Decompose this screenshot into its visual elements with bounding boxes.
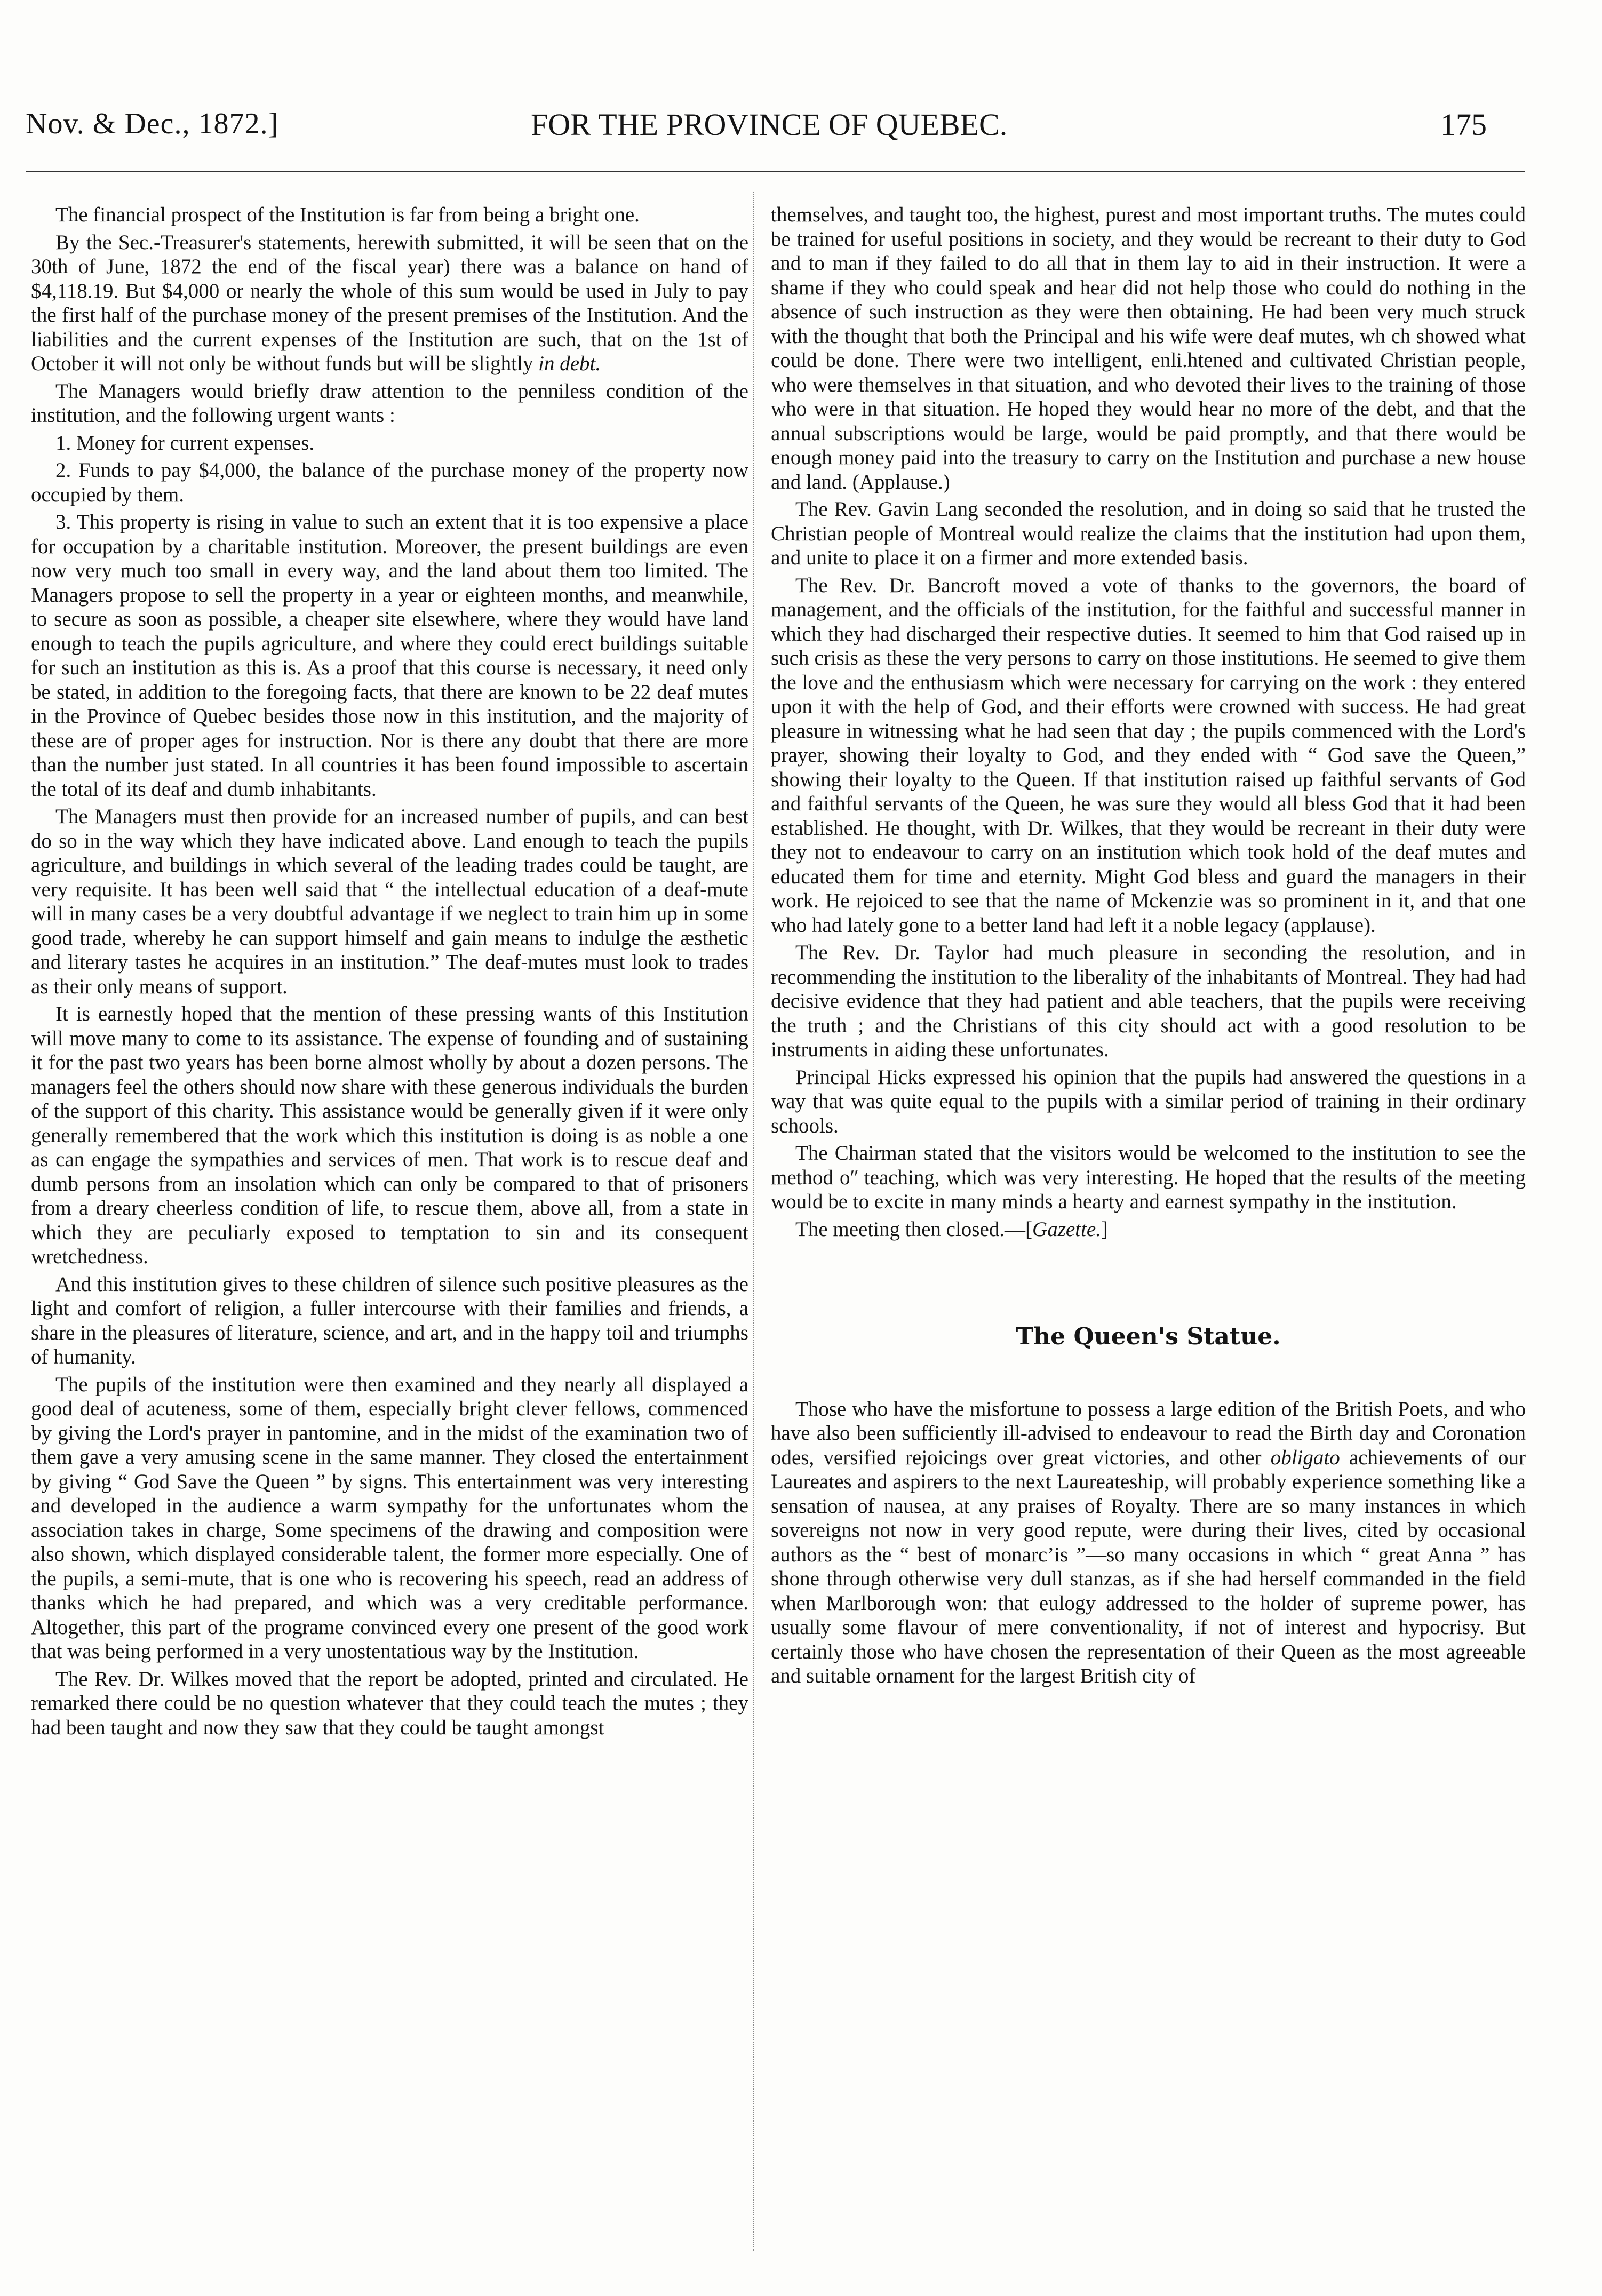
paragraph: The Rev. Dr. Bancroft moved a vote of thanks to the governors, the board of management, and the officials of the institution, for the faithful and successful manner in which they had discharged their respective duties. It seemed to him that God raised up in such crisis as these the very persons to carry on those institutions. He seemed to give them the love and the enthusiasm which were necessary for carrying on the work : they entered upon it with the help of God, and their efforts were crowned with success. He had great pleasure in witnessing what he had seen that day ; the pupils commenced with the Lord's prayer, showing their loyalty to God, and they ended with “ God save the Queen,” showing their loyalty to the Queen. If that institution raised up faithful servants of God and faithful servants of the Queen, he was sure they would all bless God that it had been established. He thought, with Dr. Wilkes, that they would be recreant in their duty were they not to endeavour to carry on an institution which took hold of the deaf mutes and educated them for time and eternity. Might God bless and guard the managers in their work. He rejoiced to see that the name of Mckenzie was so prominent in it, and that one who had lately gone to a better land had left it a noble legacy (applause). bbox=[771, 573, 1526, 937]
list-item: 1. Money for current expenses. bbox=[55, 431, 315, 455]
section-title: The Queen's Statue. bbox=[1016, 1323, 1281, 1350]
paragraph: It is earnestly hoped that the mention of these pressing wants of this Institution will move many to come to its assistance. The expense of founding and of sustaining it for the past two years has been borne almost wholly by about a dozen persons. The managers feel the others should now share with these generous individuals the burden of the support of this charity. This assistance would be generally given if it were only generally remembered that the work which this institution is doing is as noble a one as can engage the sympathies and services of men. That work is to rescue deaf and dumb persons from an insolation which can only be compared to that of prisoners from a dreary cheerless condition of life, to rescue them, above all, from a state in which they are peculiarly exposed to temptation to sin and its consequent wretchedness. bbox=[31, 1002, 748, 1268]
header-title: FOR THE PROVINCE OF QUEBEC. bbox=[531, 107, 1008, 142]
header-rule bbox=[26, 170, 1525, 172]
paragraph: The Managers would briefly draw attention to the penniless condition of the institution, and the following urgent wants : bbox=[31, 379, 748, 427]
column-divider bbox=[753, 192, 754, 2251]
paragraph: And this institution gives to these children of silence such positive pleasures as the light and comfort of religion, a fuller intercourse with their families and friends, a share in the pleasures of literature, science, and art, and in the happy toil and triumphs of humanity. bbox=[31, 1272, 748, 1368]
paragraph: The financial prospect of the Institution is far from being a bright one. bbox=[55, 203, 640, 226]
header-date: Nov. & Dec., 1872.] bbox=[26, 107, 279, 140]
left-column bbox=[31, 203, 748, 1743]
page-number: 175 bbox=[1440, 107, 1487, 142]
list-item: 2. Funds to pay $4,000, the balance of the purchase money of the property now occupied by them. bbox=[31, 459, 748, 506]
paragraph: Those who have the misfortune to possess a large edition of the British Poets, and who have also been sufficiently ill-advised to endeavour to read the Birth day and Coronation odes, versified rejoicings over great victories, and other obligato achievements of our Laureates and aspirers to the next Laureateship, will probably experience something like a sensation of nausea, at any praises of Royalty. There are so many instances in which sovereigns not now in very good repute, were during their lives, cited by occasional authors as the “ best of monarc’is ”—so many occasions in which “ great Anna ” has shone through otherwise very dull stanzas, as if she had herself commanded in the field when Marlborough won: that eulogy addressed to the holder of supreme power, has usually some flavour of mere conventionality, if not of interest and hypocrisy. But certainly those who have chosen the representation of their Queen as the most agreeable and suitable ornament for the largest British city of bbox=[771, 1397, 1526, 1687]
paragraph: Principal Hicks expressed his opinion that the pupils had answered the questions in a way that was quite equal to the pupils with a similar period of training in their ordinary schools. bbox=[771, 1065, 1526, 1137]
section-spacer bbox=[771, 1245, 1526, 1325]
paragraph: The Rev. Dr. Taylor had much pleasure in seconding the resolution, and in recommending the institution to the liberality of the inhabitants of Montreal. They had had decisive evidence that they had patient and able teachers, that the pupils were receiving the truth ; and the Christians of this city should act with a good resolution to be instruments in aiding these unfortunates. bbox=[771, 941, 1526, 1061]
paragraph: The Rev. Dr. Wilkes moved that the report be adopted, printed and circulated. He remarked there could be no question whatever that they could teach the mutes ; they had been taught and now they saw that they could be taught amongst bbox=[31, 1667, 748, 1739]
list-item: 3. This property is rising in value to such an extent that it is too expensive a place for occupation by a charitable institution. Moreover, the present buildings are even now very much too small in every way, and the land about them too limited. The Managers propose to sell the property in a year or eighteen months, and meanwhile, to secure as soon as possible, a cheaper site elsewhere, where they would have land enough to teach the pupils agriculture, and where they could erect buildings suitable for such an institution as this is. As a proof that this course is necessary, it need only be stated, in addition to the foregoing facts, that there are known to be 22 deaf mutes in the Province of Quebec besides those now in this institution, and the majority of these are of proper ages for instruction. Nor is there any doubt that there are more than the number just stated. In all countries it has been found impossible to ascertain the total of its deaf and dumb inhabitants. bbox=[31, 511, 748, 801]
paragraph: By the Sec.-Treasurer's statements, herewith submitted, it will be seen that on the 30th of June, 1872 the end of the fiscal year) there was a balance on hand of $4,118.19. But $4,000 or nearly the whole of this sum would be used in July to pay the first half of the purchase money of the present premises of the Institution. And the liabilities and the current expenses of the Institution are such, that on the 1st of October it will not only be without funds but will be slightly in debt. bbox=[31, 230, 748, 375]
right-column bbox=[771, 203, 1526, 1692]
paragraph: themselves, and taught too, the highest, purest and most important truths. The mutes could be trained for useful positions in society, and they would be recreant to their duty to God and to man if they failed to do all that in them lay to aid in their instruction. It were a shame if they who could speak and hear did not help those who could do nothing in the absence of such instruction as they were then obtaining. He had been very much struck with the thought that both the Principal and his wife were deaf mutes, wh ch showed what could be done. There were two intelligent, enli.htened and cultivated Christian people, who were themselves in that situation, and who devoted their lives to the training of those who were in that situation. He hoped they would hear no more of the debt, and that the annual subscriptions would be large, would be paid promptly, and that there would be enough money paid into the treasury to carry on the Institution and purchase a new house and land. (Applause.) bbox=[771, 203, 1526, 493]
paragraph: The Managers must then provide for an increased number of pupils, and can best do so in the way which they have indicated above. Land enough to teach the pupils agriculture, and buildings in which several of the leading trades could be taught, are very requisite. It has been well said that “ the intellectual education of a deaf-mute will in many cases be a very doubtful advantage if we neglect to train him up in some good trade, whereby he can support himself and gain means to indulge the æsthetic and literary tastes he acquires in an institution.” The deaf-mutes must look to trades as their only means of support. bbox=[31, 805, 748, 998]
page-header bbox=[0, 107, 1602, 155]
paragraph: The pupils of the institution were then examined and they nearly all displayed a good deal of acuteness, some of them, especially bright clever fellows, commenced by giving the Lord's prayer in pantomine, and in the midst of the examination two of them gave a very amusing scene in the same manner. They closed the entertainment by giving “ God Save the Queen ” by signs. This entertainment was very interesting and developed in the audience a warm sympathy for the unfortunates whom the association takes in charge, Some specimens of the drawing and composition were also shown, which displayed considerable talent, the former more especially. One of the pupils, a semi-mute, that is one who is recovering his speech, read an address of thanks which he had prepared, and which was a very creditable performance. Altogether, this part of the programe convinced every one present of the good work that was being performed in a very unostentatious way by the Institution. bbox=[31, 1373, 748, 1663]
paragraph: The meeting then closed.—[Gazette.] bbox=[795, 1217, 1108, 1241]
paragraph: The Rev. Gavin Lang seconded the resolution, and in doing so said that he trusted the Christian people of Montreal would realize the claims that the institution had upon them, and unite to place it on a firmer and more extended basis. bbox=[771, 498, 1526, 569]
paragraph: The Chairman stated that the visitors would be welcomed to the institution to see the method oʺ teaching, which was very interesting. He hoped that the results of the meeting would be to excite in many minds a hearty and earnest sympathy in the institution. bbox=[771, 1142, 1526, 1213]
